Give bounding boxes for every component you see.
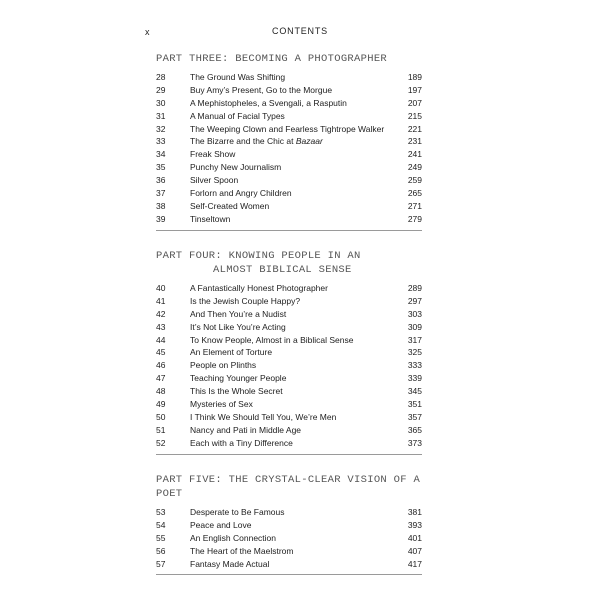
chapter-number: 49: [156, 399, 166, 410]
toc-entry: [156, 213, 422, 226]
toc-entry: [156, 200, 422, 213]
chapter-number: 40: [156, 283, 166, 293]
chapter-page: 215: [407, 110, 422, 121]
chapter-title: [190, 213, 392, 226]
chapter-title: [190, 372, 392, 385]
chapter-page: 317: [407, 334, 422, 345]
chapter-title-text: It’s Not Like You’re Acting: [190, 321, 286, 332]
chapter-title: [190, 346, 392, 359]
chapter-title: [190, 282, 392, 295]
toc-entry: [156, 308, 422, 321]
toc-entry: [156, 123, 422, 136]
chapter-number: 47: [156, 373, 166, 384]
chapter-title-text: A Manual of Facial Types: [190, 110, 285, 121]
part-three-section: [156, 52, 422, 231]
chapter-page: 249: [407, 162, 422, 173]
part-heading-line-2: ALMOST BIBLICAL SENSE: [213, 264, 352, 276]
chapter-number: 56: [156, 545, 166, 556]
chapter-title-text: Teaching Younger People: [190, 373, 287, 384]
chapter-page: 231: [407, 136, 422, 147]
toc-entry: [156, 135, 422, 148]
chapter-title-text: Mysteries of Sex: [190, 399, 253, 410]
chapter-title-text: Freak Show: [190, 149, 236, 160]
chapter-page: 401: [407, 532, 422, 543]
chapter-number: 54: [156, 519, 166, 530]
part-heading: [156, 52, 422, 71]
chapter-title-text: The Ground Was Shifting: [190, 72, 286, 82]
chapter-title-text: Forlorn and Angry Children: [190, 188, 292, 199]
chapter-title-text: This Is the Whole Secret: [190, 386, 283, 397]
chapter-title-text: Punchy New Journalism: [190, 162, 282, 173]
part-heading-line-1: PART FOUR: KNOWING PEOPLE IN AN: [156, 250, 361, 262]
chapter-number: 29: [156, 84, 166, 95]
chapter-page: 393: [407, 519, 422, 530]
chapter-number: 45: [156, 347, 166, 358]
chapter-title-text: Fantasy Made Actual: [190, 558, 270, 569]
toc-entry: [156, 437, 422, 450]
chapter-title-italic: Bazaar: [295, 136, 323, 147]
chapter-page: 221: [407, 123, 422, 134]
chapter-page: 289: [407, 283, 422, 293]
chapter-title: [190, 200, 392, 213]
chapter-title-text: Self-Created Women: [190, 200, 270, 211]
chapter-title: [190, 135, 392, 148]
toc-entry: [156, 97, 422, 110]
chapter-number: 30: [156, 97, 166, 108]
chapter-page: 351: [407, 399, 422, 410]
chapter-number: 55: [156, 532, 166, 543]
chapter-title-text: Peace and Love: [190, 519, 252, 530]
chapter-number: 44: [156, 334, 166, 345]
chapter-number: 38: [156, 200, 166, 211]
chapter-title-text: To Know People, Almost in a Biblical Sense: [190, 334, 354, 345]
toc-entry: [156, 545, 422, 558]
entry-list: [156, 71, 422, 230]
chapter-number: 43: [156, 321, 166, 332]
chapter-title: [190, 321, 392, 334]
chapter-number: 32: [156, 123, 166, 134]
chapter-number: 35: [156, 162, 166, 173]
toc-entry: [156, 71, 422, 84]
chapter-title-text: The Bizarre and the Chic at: [190, 136, 296, 147]
chapter-number: 37: [156, 188, 166, 199]
toc-entry: [156, 558, 422, 571]
chapter-page: 365: [407, 424, 422, 435]
part-heading-line-1: PART THREE: BECOMING A PHOTOGRAPHER: [156, 53, 388, 65]
chapter-title-text: A Mephistopheles, a Svengali, a Rasputin: [190, 97, 347, 108]
entry-list: [156, 282, 422, 454]
chapter-title: [190, 161, 392, 174]
chapter-title-text: The Weeping Clown and Fearless Tightrope Walker: [190, 123, 385, 134]
chapter-title-text: Desperate to Be Famous: [190, 507, 285, 517]
toc-entry: [156, 398, 422, 411]
chapter-page: 381: [407, 507, 422, 517]
chapter-title: [190, 71, 392, 84]
toc-entry: [156, 359, 422, 372]
part-heading-line-1: PART FIVE: THE CRYSTAL-CLEAR VISION OF A POET: [156, 474, 421, 500]
chapter-title: [190, 545, 392, 558]
chapter-page: 309: [407, 321, 422, 332]
chapter-page: 265: [407, 188, 422, 199]
chapter-page: 197: [407, 84, 422, 95]
chapter-title-text: An Element of Torture: [190, 347, 273, 358]
chapter-title: [190, 359, 392, 372]
toc-entry: [156, 385, 422, 398]
chapter-number: 31: [156, 110, 166, 121]
toc-entry: [156, 506, 422, 519]
chapter-page: 297: [407, 295, 422, 306]
chapter-number: 39: [156, 213, 166, 224]
chapter-number: 34: [156, 149, 166, 160]
toc-entry: [156, 174, 422, 187]
chapter-page: 417: [407, 558, 422, 569]
chapter-title: [190, 437, 392, 450]
chapter-page: 325: [407, 347, 422, 358]
chapter-page: 339: [407, 373, 422, 384]
part-heading: [156, 249, 422, 282]
chapter-title: [190, 424, 392, 437]
chapter-number: 46: [156, 360, 166, 371]
chapter-page: 373: [407, 437, 422, 448]
chapter-number: 53: [156, 507, 166, 517]
chapter-page: 333: [407, 360, 422, 371]
chapter-title-text: An English Connection: [190, 532, 277, 543]
chapter-title: [190, 506, 392, 519]
chapter-title: [190, 187, 392, 200]
chapter-title-text: Silver Spoon: [190, 175, 239, 186]
part-heading: [156, 473, 422, 506]
chapter-number: 33: [156, 136, 166, 147]
toc-entry: [156, 519, 422, 532]
chapter-page: 279: [407, 213, 422, 224]
chapter-number: 42: [156, 308, 166, 319]
chapter-title: [190, 148, 392, 161]
entry-list: [156, 506, 422, 574]
toc-entry: [156, 282, 422, 295]
toc-entry: [156, 334, 422, 347]
toc-entry: [156, 346, 422, 359]
chapter-title: [190, 558, 392, 571]
chapter-number: 48: [156, 386, 166, 397]
chapter-page: 407: [407, 545, 422, 556]
chapter-title-text: Buy Amy’s Present, Go to the Morgue: [190, 84, 333, 95]
toc-entry: [156, 321, 422, 334]
chapter-title: [190, 411, 392, 424]
chapter-title-text: I Think We Should Tell You, We’re Men: [190, 411, 337, 422]
chapter-title-text: A Fantastically Honest Photographer: [190, 283, 328, 293]
chapter-title: [190, 385, 392, 398]
toc-entry: [156, 411, 422, 424]
chapter-title-text: The Heart of the Maelstrom: [190, 545, 294, 556]
toc-entry: [156, 187, 422, 200]
chapter-title-text: And Then You’re a Nudist: [190, 308, 287, 319]
toc-entry: [156, 372, 422, 385]
chapter-page: 345: [407, 386, 422, 397]
chapter-page: 259: [407, 175, 422, 186]
chapter-title-text: Is the Jewish Couple Happy?: [190, 295, 301, 306]
toc-entry: [156, 148, 422, 161]
chapter-title-text: People on Plinths: [190, 360, 257, 371]
chapter-title: [190, 532, 392, 545]
chapter-page: 189: [407, 72, 422, 82]
part-four-section: [156, 249, 422, 455]
chapter-title: [190, 110, 392, 123]
chapter-title: [190, 97, 392, 110]
chapter-title: [190, 334, 392, 347]
chapter-page: 241: [407, 149, 422, 160]
chapter-title-text: Nancy and Pati in Middle Age: [190, 424, 302, 435]
toc-entry: [156, 532, 422, 545]
chapter-number: 52: [156, 437, 166, 448]
chapter-title-text: Each with a Tiny Difference: [190, 437, 293, 448]
chapter-title: [190, 174, 392, 187]
chapter-title: [190, 295, 392, 308]
chapter-number: 41: [156, 295, 166, 306]
chapter-page: 271: [407, 200, 422, 211]
chapter-number: 50: [156, 411, 166, 422]
toc-entry: [156, 161, 422, 174]
chapter-number: 28: [156, 72, 166, 82]
chapter-number: 36: [156, 175, 166, 186]
toc-entry: [156, 295, 422, 308]
chapter-title: [190, 308, 392, 321]
chapter-number: 57: [156, 558, 166, 569]
toc-entry: [156, 110, 422, 123]
running-head: CONTENTS: [272, 26, 328, 36]
page-number: x: [145, 27, 150, 37]
chapter-title-text: Tinseltown: [190, 213, 231, 224]
chapter-title: [190, 84, 392, 97]
toc-entry: [156, 84, 422, 97]
chapter-number: 51: [156, 424, 166, 435]
chapter-page: 357: [407, 411, 422, 422]
chapter-title: [190, 398, 392, 411]
chapter-title: [190, 519, 392, 532]
chapter-page: 207: [407, 97, 422, 108]
toc-entry: [156, 424, 422, 437]
part-five-section: [156, 473, 422, 575]
chapter-page: 303: [407, 308, 422, 319]
chapter-title: [190, 123, 392, 136]
